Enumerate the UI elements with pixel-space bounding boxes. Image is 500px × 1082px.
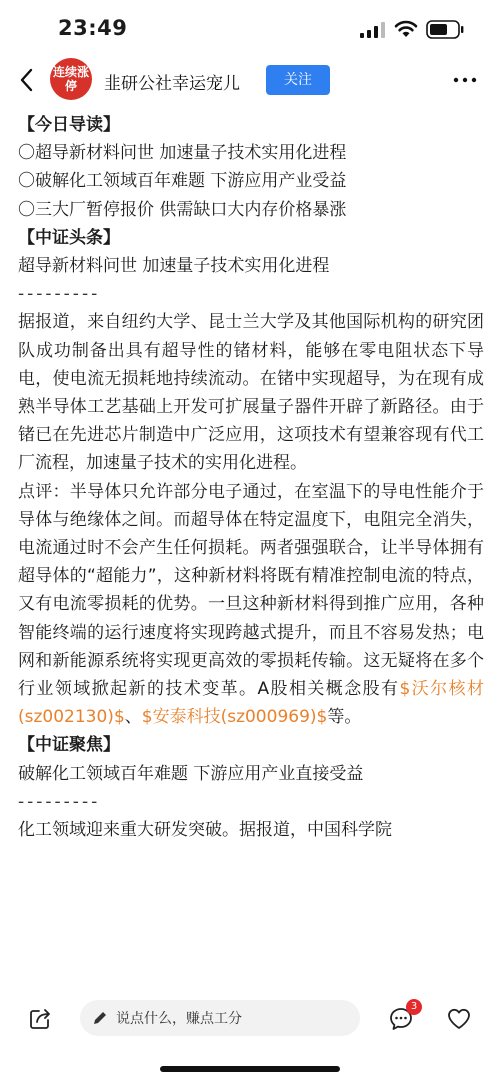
comment-input[interactable]: [80, 1000, 360, 1036]
headline-paragraph: 据报道，来自纽约大学、昆士兰大学及其他国际机构的研究团队成功制备出具有超导性的锗材料，能够在零电阻状态下导电，使电流无损耗地持续流动。在锗中实现超导，为在现有成熟半导体工艺基础上开发可扩展量子器件开辟了新路径。由于锗已在先进芯片制造中广泛应用，这项技术有望兼容现有代工厂流程，加速量子技术的实用化进程。: [18, 312, 484, 474]
divider: ---------: [18, 791, 101, 812]
pencil-icon: [92, 1010, 108, 1026]
headline-subtitle: 超导新材料问世 加速量子技术实用化进程: [18, 256, 330, 277]
section-title-focus: 【中证聚焦】: [18, 735, 120, 756]
comment-end: 等。: [327, 707, 362, 728]
comment-placeholder: 说点什么，赚点工分: [116, 1011, 242, 1027]
status-time: 23:49: [58, 16, 128, 40]
more-icon[interactable]: [452, 67, 478, 93]
nav-header: [0, 55, 500, 107]
separator: 、: [124, 707, 142, 728]
article-body: [18, 111, 484, 991]
follow-button[interactable]: 关注: [266, 65, 330, 95]
focus-subtitle: 破解化工领域百年难题 下游应用产业直接受益: [18, 763, 364, 784]
cellular-signal-icon: [360, 22, 386, 38]
guide-item: 〇超导新材料问世 加速量子技术实用化进程: [18, 143, 347, 164]
bottom-bar: [0, 996, 500, 1046]
heart-icon[interactable]: [446, 1006, 472, 1032]
guide-item: 〇破解化工领域百年难题 下游应用产业受益: [18, 171, 347, 192]
stock-link-2[interactable]: $安泰科技(sz000969)$: [141, 707, 328, 728]
author-name[interactable]: 韭研公社幸运宠儿: [104, 74, 240, 94]
share-icon[interactable]: [28, 1007, 52, 1031]
divider: ---------: [18, 284, 101, 305]
comment-paragraph: [18, 478, 484, 732]
stock-link-1[interactable]: $沃尔核材(sz002130)$: [18, 679, 484, 728]
battery-icon: [426, 20, 464, 39]
wifi-icon: [394, 19, 418, 39]
section-title-headline: 【中证头条】: [18, 227, 120, 248]
section-title-guide: 【今日导读】: [18, 115, 120, 135]
guide-item: 〇三大厂暂停报价 供需缺口大内存价格暴涨: [18, 199, 347, 220]
comment-count-badge: 3: [406, 999, 422, 1015]
back-icon[interactable]: [16, 67, 38, 93]
home-indicator: [160, 1066, 340, 1072]
status-bar: [0, 0, 500, 60]
comment-text: 点评：半导体只允许部分电子通过，在室温下的导电性能介于导体与绝缘体之间。而超导体在特定温度下，电阻完全消失，电流通过时不会产生任何损耗。两者强强联合，让半导体拥有超导体的“超能力”，这种新材料将既有精准控制电流的特点，又有电流零损耗的优势。一旦这种新材料得到推广应用，各种智能终端的运行速度将实现跨越式提升，而且不容易发热；电网和新能源系统将实现更高效的零损耗传输。这无疑将在多个行业领域掀起新的技术变革。A股相关概念股有: [18, 481, 484, 700]
focus-paragraph: 化工领域迎来重大研发突破。据报道，中国科学院: [18, 820, 392, 841]
avatar[interactable]: 连续涨停: [50, 58, 92, 100]
